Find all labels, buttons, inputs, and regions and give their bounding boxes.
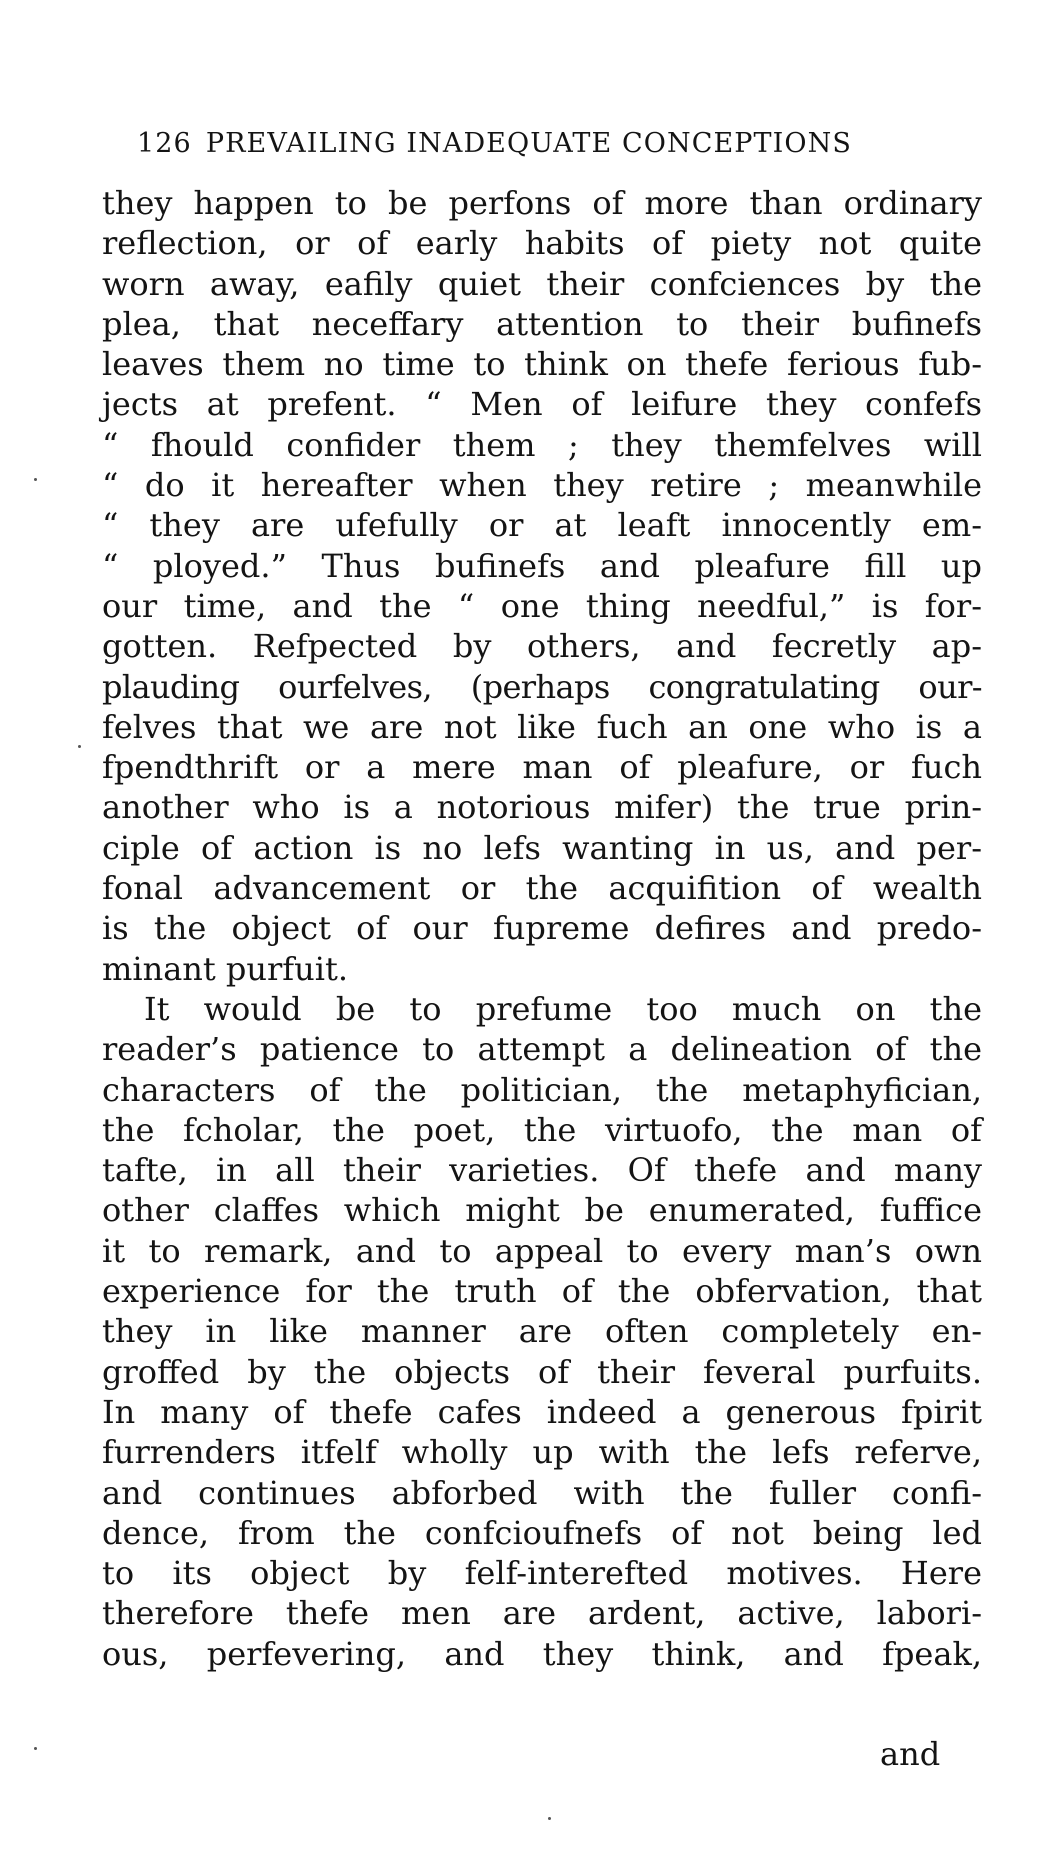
text-line: therefore thefe men are ardent, active, labori- — [102, 1594, 982, 1633]
text-line: it to remark, and to appeal to every man’s own — [102, 1231, 982, 1270]
text-line: jects at prefent. “ Men of leifure they confefs — [102, 385, 982, 424]
text-line: plea, that neceffary attention to their bufinefs — [102, 304, 982, 343]
text-line: to its object by felf-interefted motives. Here — [102, 1554, 982, 1593]
text-line: the fcholar, the poet, the virtuofo, the man of — [102, 1110, 982, 1149]
text-line: ciple of action is no lefs wanting in us, and per- — [102, 828, 982, 867]
text-line: they happen to be perfons of more than ordinary — [102, 184, 982, 222]
text-line: leaves them no time to think on thefe ferious fub- — [102, 345, 982, 384]
text-line: minant purfuit. — [102, 949, 349, 988]
text-line: ous, perfevering, and they think, and fpeak, — [102, 1634, 982, 1673]
text-line: groffed by the objects of their feveral purfuits. — [102, 1352, 982, 1391]
text-line: reflection, or of early habits of piety not quite — [102, 224, 982, 263]
text-line: reader’s patience to attempt a delineation of the — [102, 1030, 982, 1069]
text-line: experience for the truth of the obfervation, that — [102, 1272, 982, 1311]
running-title: PREVAILING INADEQUATE CONCEPTIONS — [205, 128, 852, 159]
text-line: other claffes which might be enumerated, fuffice — [102, 1191, 982, 1230]
text-line: dence, from the confcioufnefs of not being led — [102, 1513, 982, 1552]
ink-speck — [548, 1817, 551, 1820]
text-line: felves that we are not like fuch an one who is a — [102, 707, 982, 746]
text-line: fonal advancement or the acquifition of wealth — [102, 869, 982, 908]
text-line: gotten. Refpected by others, and fecretly ap- — [102, 627, 982, 666]
text-line: “ do it hereafter when they retire ; meanwhile — [102, 466, 982, 505]
ink-speck — [34, 1747, 37, 1750]
text-line: It would be to prefume too much on the — [144, 989, 982, 1028]
text-line: “ they are ufefully or at leaft innocently em- — [102, 506, 982, 545]
ink-speck — [78, 745, 81, 748]
catchword: and — [880, 1735, 941, 1773]
paragraph — [102, 989, 982, 1674]
running-header — [137, 128, 972, 159]
text-line: “ ployed.” Thus bufinefs and pleafure fill up — [102, 546, 982, 585]
text-line: fpendthrift or a mere man of pleafure, or fuch — [102, 748, 982, 787]
text-line: plauding ourfelves, (perhaps congratulating our- — [102, 667, 982, 706]
text-line: In many of thefe cafes indeed a generous fpirit — [102, 1392, 982, 1431]
text-line: our time, and the “ one thing needful,” is for- — [102, 586, 982, 625]
body-text — [102, 183, 982, 1674]
text-line: “ fhould confider them ; they themfelves will — [102, 425, 982, 464]
ink-speck — [34, 478, 37, 481]
text-line: is the object of our fupreme defires and predo- — [102, 909, 982, 948]
text-line: tafte, in all their varieties. Of thefe and many — [102, 1151, 982, 1190]
text-line: and continues abforbed with the fuller confi- — [102, 1473, 982, 1512]
paragraph — [102, 183, 982, 989]
text-line: they in like manner are often completely en- — [102, 1312, 982, 1351]
page-number: 126 — [137, 128, 192, 159]
text-line: worn away, eafily quiet their confciences by the — [102, 264, 982, 303]
text-line: characters of the politician, the metaphyfician, — [102, 1070, 982, 1109]
text-line: furrenders itfelf wholly up with the lefs referve, — [102, 1433, 982, 1472]
text-line: another who is a notorious mifer) the true prin- — [102, 788, 982, 827]
